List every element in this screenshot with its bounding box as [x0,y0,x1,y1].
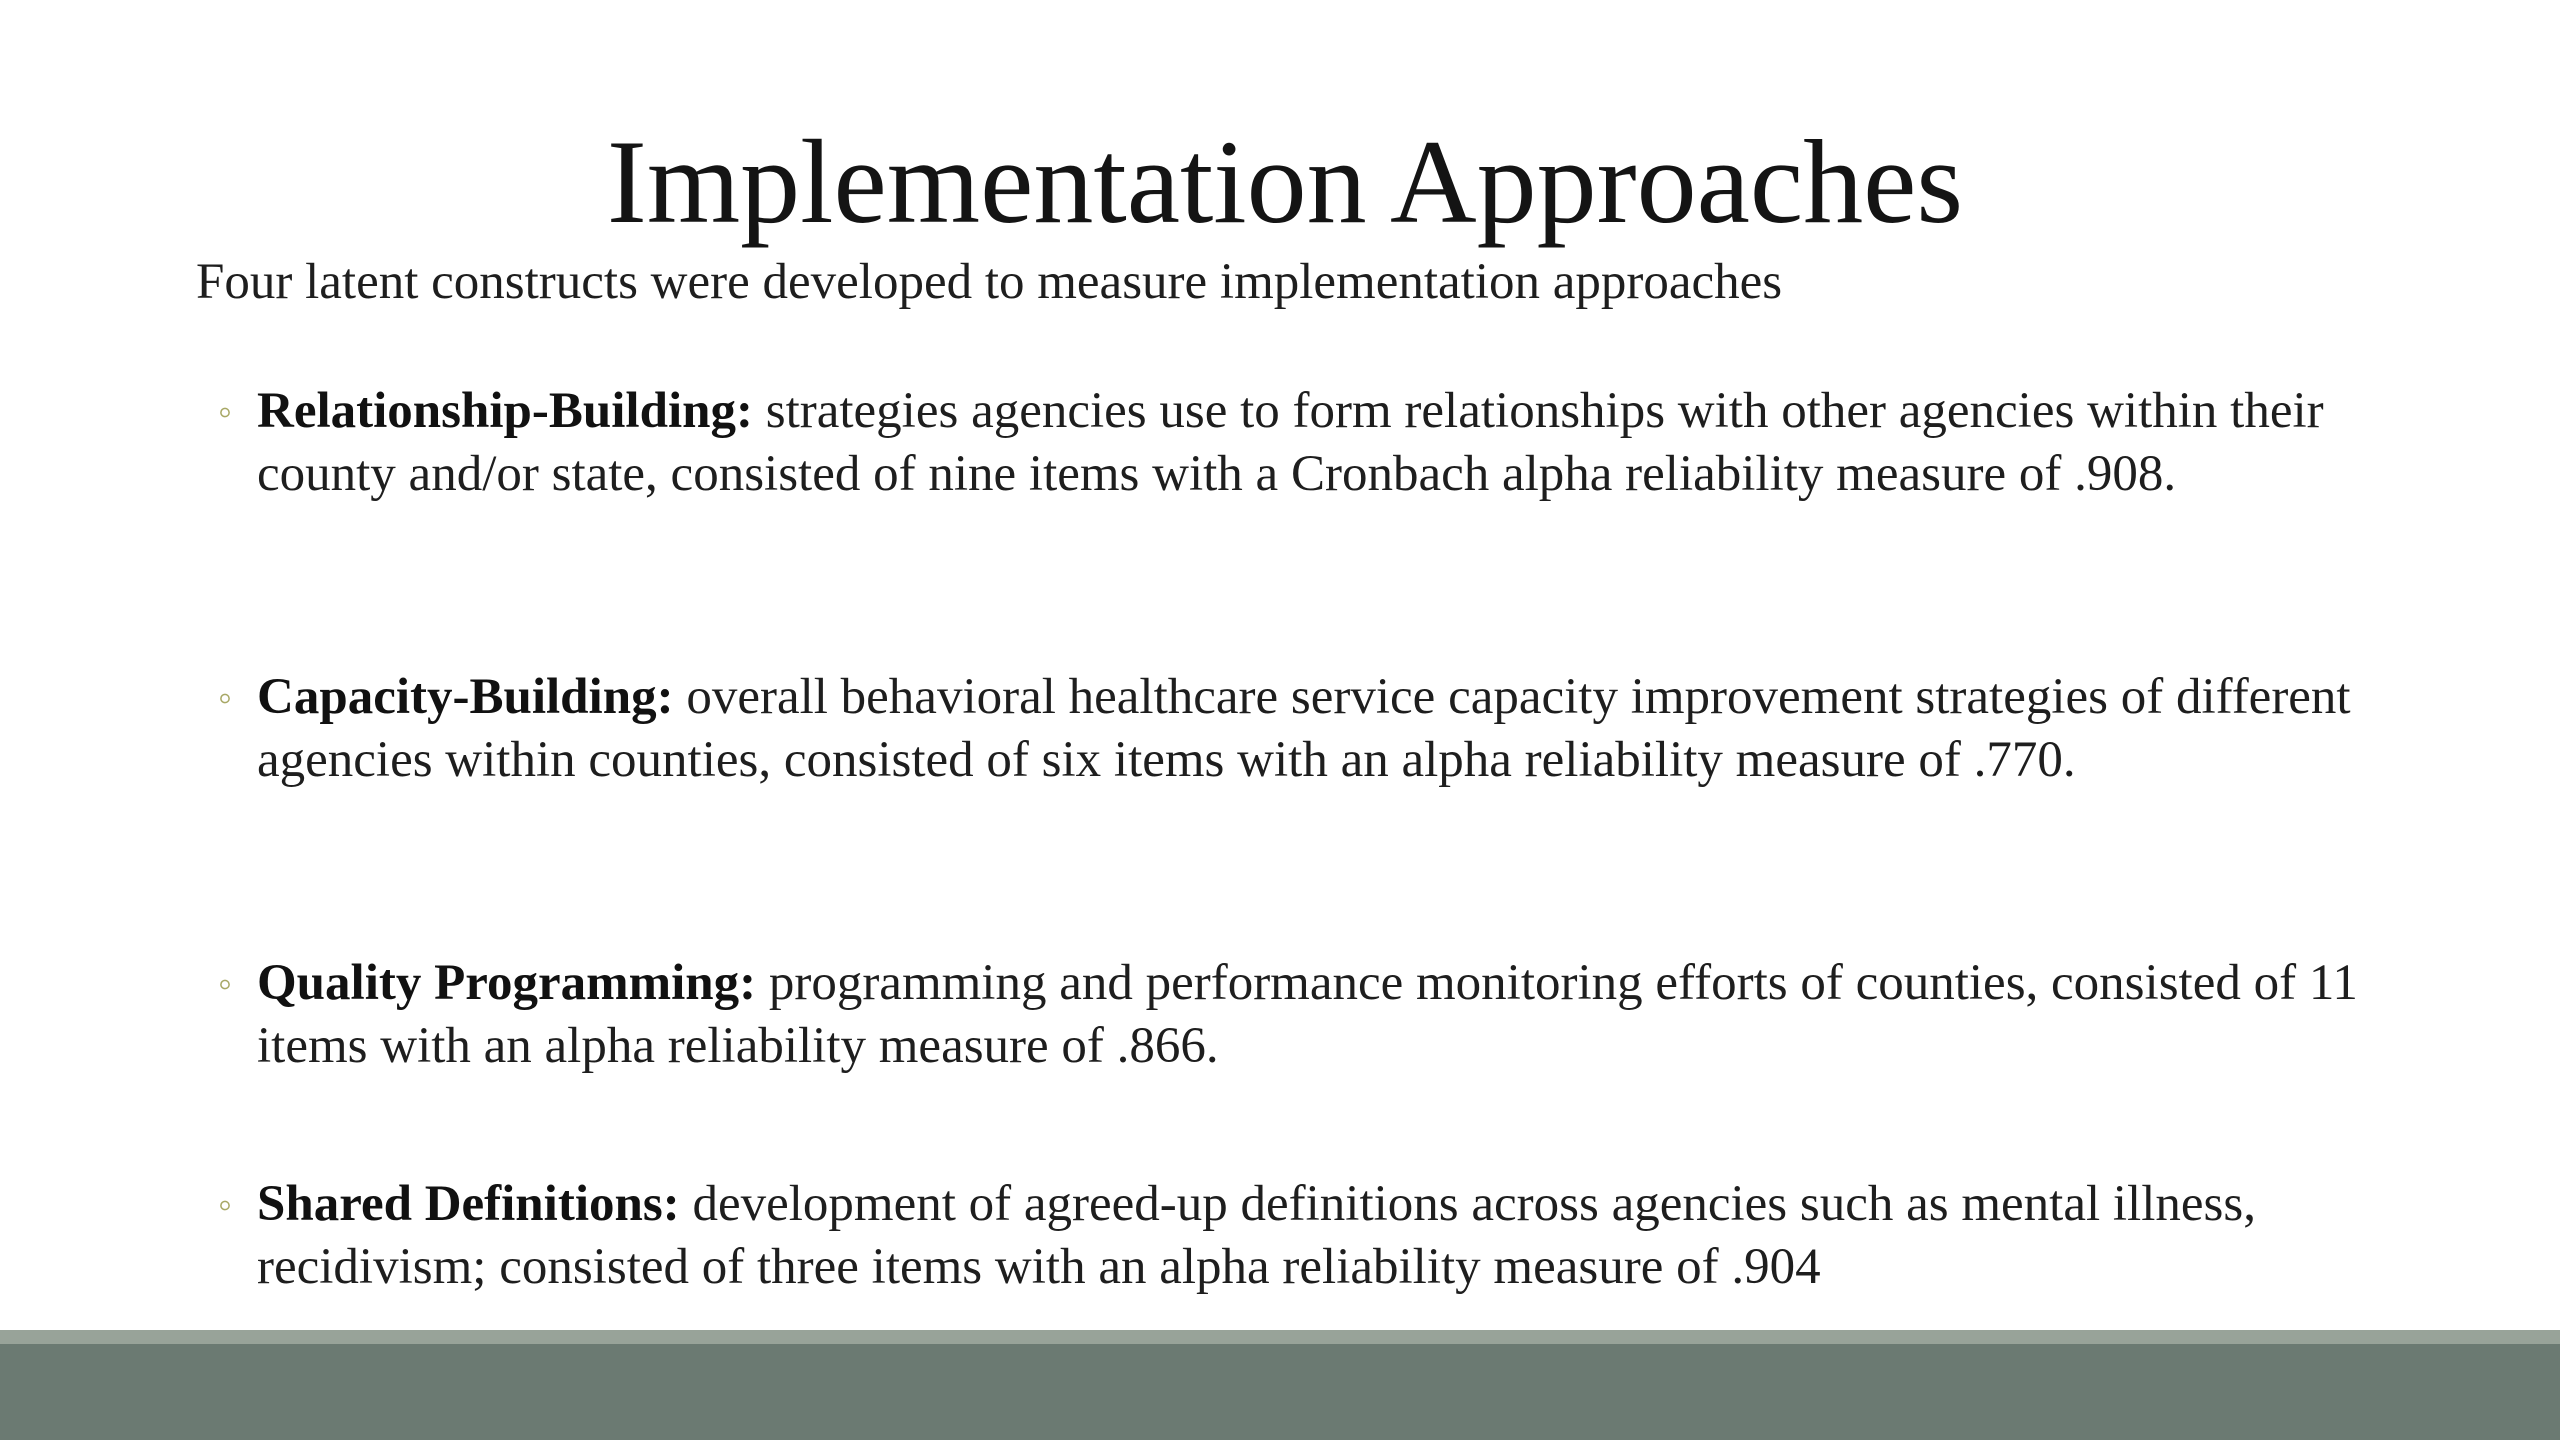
bullet-description: programming and performance monitoring efforts of counties, consisted of 11 items with an alpha reliability measure of .866. [257,955,2358,1074]
bullet-text [257,1173,2407,1299]
bullet-circle-icon: ◦ [218,1182,233,1227]
bullet-circle-icon: ◦ [218,961,233,1006]
slide-subtitle: Four latent constructs were developed to measure implementation approaches [196,254,1783,310]
footer-accent-stripe [0,1330,2560,1344]
bullet-term: Relationship-Building: [257,383,753,439]
bullet-term: Quality Programming: [257,955,757,1011]
bullet-text [257,952,2407,1078]
bullet-circle-icon: ◦ [218,675,233,720]
bullet-text [257,666,2407,792]
bullet-description: development of agreed-up definitions across agencies such as mental illness, recidivism; consisted of three items with an alpha reliability measure of .904 [257,1176,2256,1295]
bullet-text [257,380,2407,506]
bullet-description: overall behavioral healthcare service capacity improvement strategies of different agencies within counties, consisted of six items with an alpha reliability measure of .770. [257,669,2351,788]
bullet-term: Capacity-Building: [257,669,674,725]
bullet-term: Shared Definitions: [257,1176,680,1232]
bullet-circle-icon: ◦ [218,389,233,434]
slide-title: Implementation Approaches [606,115,1964,248]
footer-band [0,1344,2560,1440]
bullet-description: strategies agencies use to form relationships with other agencies within their county and/or state, consisted of nine items with a Cronbach alpha reliability measure of .908. [257,383,2324,502]
